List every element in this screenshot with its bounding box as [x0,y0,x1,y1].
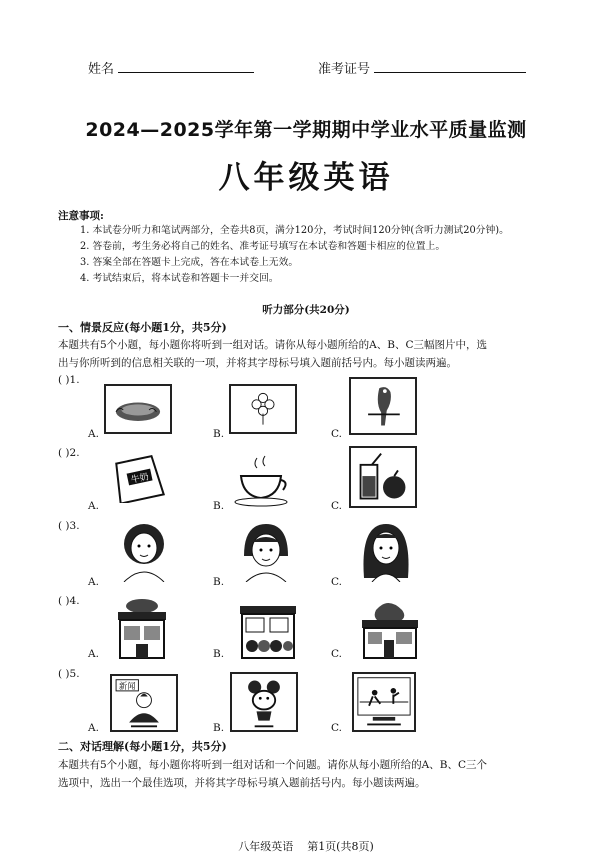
option-c: C. [331,576,342,588]
bakery-shop-image[interactable] [108,596,176,660]
option-a: A. [88,576,99,588]
short-hair-girl-image[interactable] [232,520,300,582]
long-hair-girl-image[interactable] [352,520,420,582]
question-3-number[interactable]: ( )3. [58,520,80,532]
option-c: C. [331,722,342,734]
note-item: 4. 考试结束后，将本试卷和答题卡一并交回。 [80,273,279,284]
option-a: A. [88,722,99,734]
milk-bag-image[interactable] [106,453,174,503]
note-item: 3. 答案全部在答题卡上完成，答在本试卷上无效。 [80,257,299,268]
question-4-number[interactable]: ( )4. [58,595,80,607]
option-c: C. [331,648,342,660]
question-1-number[interactable]: ( )1. [58,374,80,386]
part2-instruction-2: 选项中，选出一个最佳选项，并将其字母标号填入题前括号内。每小题读两遍。 [58,777,426,789]
option-b: B. [213,500,225,512]
name-field[interactable] [118,58,254,73]
flower-image[interactable] [229,384,297,434]
juice-orange-image[interactable] [349,446,417,508]
part2-title: 二、对话理解(每小题1分，共5分) [58,740,227,753]
cartoon-tv-image[interactable] [230,672,298,732]
note-item: 1. 本试卷分听力和笔试两部分，全卷共8页，满分120分，考试时间120分钟(含听力测试20分钟)。 [80,225,509,236]
milk-label: 牛奶 [130,472,150,486]
fruit-shop-image[interactable] [234,596,302,660]
coffee-cup-image[interactable] [229,450,297,512]
option-b: B. [213,576,225,588]
note-item: 2. 答卷前，考生务必将自己的姓名、准考证号填写在本试卷和答题卡相应的位置上。 [80,241,446,252]
option-a: A. [88,648,99,660]
listening-heading: 听力部分(共20分) [262,304,350,316]
question-5-number[interactable]: ( )5. [58,668,80,680]
option-c: C. [331,428,342,440]
news-label: 新闻 [118,681,136,692]
meat-shop-image[interactable] [356,596,424,660]
lake-image[interactable] [104,384,172,434]
question-2-number[interactable]: ( )2. [58,447,80,459]
option-b: B. [213,722,225,734]
notes-heading: 注意事项: [58,210,104,222]
option-c: C. [331,500,342,512]
option-b: B. [213,428,225,440]
subject-title: 八年级英语 [218,160,394,196]
part1-title: 一、情景反应(每小题1分，共5分) [58,321,227,334]
part2-instruction-1: 本题共有5个小题，每小题你将听到一组对话和一个问题。请你从每小题所给的A、B、C三个 [58,759,488,771]
sports-tv-image[interactable] [352,672,416,732]
part1-instruction-2: 出与你所听到的信息相关联的一项，并将其字母标号填入题前括号内。每小题读两遍。 [58,357,457,369]
option-a: A. [88,428,99,440]
name-label: 姓名 [88,62,115,77]
parrot-image[interactable] [349,377,417,435]
exam-title: 2024—2025学年第一学期期中学业水平质量监测 [85,119,527,141]
curly-hair-girl-image[interactable] [110,520,178,582]
news-tv-image[interactable] [110,674,178,732]
exam-id-label: 准考证号 [318,62,371,77]
option-b: B. [213,648,225,660]
option-a: A. [88,500,99,512]
exam-id-field[interactable] [374,58,526,73]
part1-instruction-1: 本题共有5个小题，每小题你将听到一组对话。请你从每小题所给的A、B、C三幅图片中，选 [58,339,488,351]
page-footer: 八年级英语 第1页(共8页) [238,840,374,853]
